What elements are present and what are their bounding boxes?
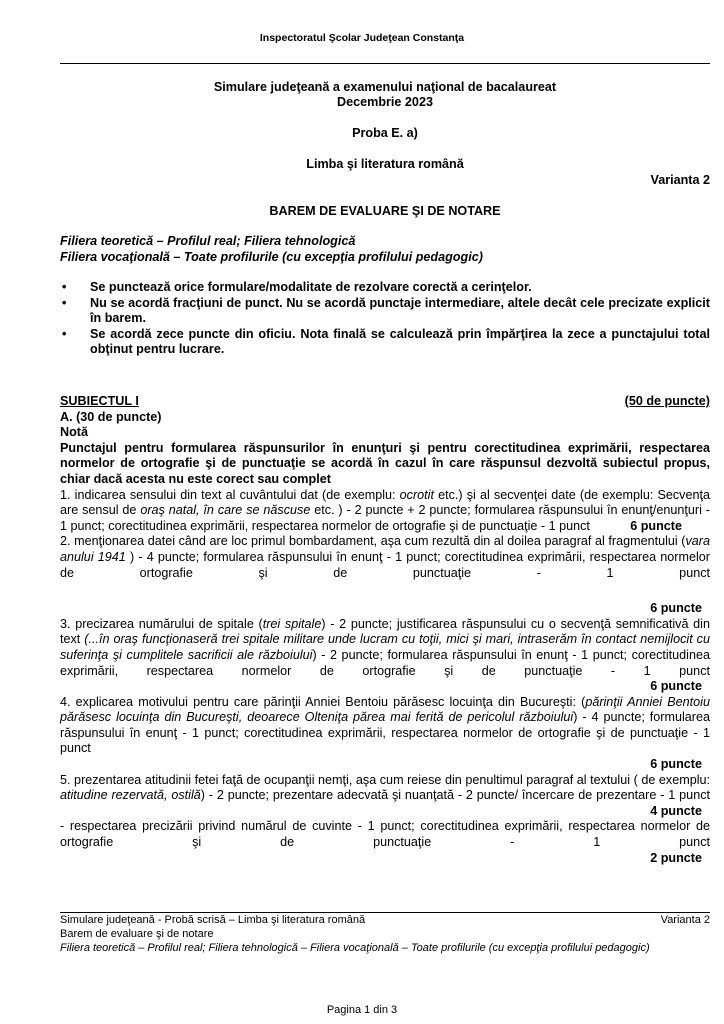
footer-title: Simulare judeţeană - Probă scrisă – Limba şi literatura română	[60, 914, 366, 926]
item-points: 4 puncte	[650, 803, 702, 818]
item-text: - respectarea precizării privind numărul de cuvinte - 1 punct; corectitudinea exprimării, respectarea normelor de ortografie şi de punctuaţie - 1 punct	[60, 819, 710, 850]
note-label: Notă	[60, 425, 88, 440]
exam-variant: Varianta 2	[650, 173, 710, 187]
item-text: ) - 2 puncte; justificarea răspunsului cu o secvenţă semnificativă din text	[60, 616, 710, 647]
item-text: 4. explicarea motivului pentru care părinţii Anniei Bentoiu părăsesc locuinţa din Bucureşti: (	[60, 694, 586, 709]
note-text: Punctajul pentru formularea răspunsurilor în enunţuri şi pentru corectitudinea exprimării, respectarea normelor de ortografie şi de punctuaţie se acordă în cazul în care răspunsul dezvoltă subiectul propus, chiar dacă acesta nu este corect sau complet	[60, 440, 710, 486]
exam-title: Simulare judeţeană a examenului naţional de bacalaureat	[213, 80, 557, 94]
footer-variant: Varianta 2	[660, 914, 710, 926]
subject-points: (50 de puncte)	[624, 394, 710, 408]
subject-title: SUBIECTUL I	[60, 394, 139, 408]
item-text: etc.) şi al secvenţei date (de exemplu: Secvenţa are sensul de	[60, 487, 710, 518]
item-text: 1. indicarea sensului din text al cuvântului dat (de exemplu:	[60, 487, 400, 502]
item-text: ) - 4 puncte; formularea răspunsului în enunţ - 1 punct; corectitudinea exprimării, respectarea normelor de ortografie şi de punctuaţie - 1 punct	[60, 710, 710, 756]
scoring-item	[60, 488, 710, 535]
rule-item: • Se punctează orice formulare/modalitate de rezolvare corectă a cerinţelor.	[60, 280, 710, 296]
item-text: (...în oraş funcţionaseră trei spitale militare unde lucram cu toţii, mici şi mari, intraserăm în contact nemijlocit cu suferinţa şi cumplitele sacrificii ale războiului	[60, 632, 710, 662]
footer-barem: Barem de evaluare şi de notare	[60, 927, 214, 940]
items-list	[60, 488, 710, 867]
filiera-line-2: Filiera vocaţională – Toate profilurile (cu excepţia profilului pedagogic)	[60, 250, 483, 264]
item-points: 6 puncte	[650, 679, 702, 694]
item-text: 5. prezentarea atitudinii fetei faţă de ocupanţii nemţi, aşa cum reiese din penultimul paragraf al textului ( de exemplu:	[60, 772, 710, 787]
rule-item: • Nu se acordă fracţiuni de punct. Nu se acordă punctaje intermediare, altele decât cele precizate explicit în barem.	[60, 296, 710, 327]
page-number: Pagina 1 din 3	[326, 1004, 398, 1016]
item-text: părinţii Anniei Bentoiu părăsesc locuinţa din Bucureşti, deoarece Olteniţa părea mai ferită de pericolul războiului	[60, 694, 710, 725]
item-points: 6 puncte	[650, 601, 702, 616]
item-text: ocrotit	[399, 487, 434, 502]
subject-section	[60, 394, 710, 866]
scoring-item	[60, 617, 710, 679]
part-heading: A. (30 de puncte)	[60, 409, 162, 424]
footer-filiera: Filiera teoretică – Profilul real; Filiera tehnologică – Filiera vocaţională – Toate profilurile (cu excepţia profilului pedagogic)	[60, 941, 650, 954]
rule-item: • Se acordă zece puncte din oficiu. Nota finală se calculează prin împărţirea la zece a punctajului total obţinut pentru lucrare.	[60, 327, 710, 358]
item-text: ) - 4 puncte; formularea răspunsului în enunţ - 1 punct; corectitudinea exprimării, respectarea normelor de ortografie şi de punctuaţie - 1 punct	[60, 549, 710, 580]
item-points: 6 puncte	[630, 518, 682, 533]
institution-header: Inspectoratul Şcolar Judeţean Constanţa	[259, 32, 465, 44]
exam-subject: Limba şi literatura română	[306, 157, 464, 171]
item-points: 6 puncte	[650, 757, 702, 772]
item-text: trei spitale	[262, 616, 322, 631]
item-text: 3. precizarea numărului de spitale (	[60, 616, 263, 631]
item-text: ) - 2 puncte; prezentare adecvată şi nuanţată - 2 puncte/ încercare de prezentare - 1 punct	[200, 788, 710, 803]
exam-proba: Proba E. a)	[352, 126, 418, 140]
item-text: etc. ) - 2 puncte + 2 puncte; formularea răspunsului în enunţ/enunţuri - 1 punct; corectitudinea exprimării, respectarea normelor de ortografie şi de punctuaţie - 1 punct	[60, 503, 710, 533]
subject-heading	[60, 394, 710, 410]
filiera-line-1: Filiera teoretică – Profilul real; Filiera tehnologică	[60, 234, 356, 248]
scoring-item	[60, 695, 710, 757]
item-text: atitudine rezervată, ostilă	[60, 788, 201, 803]
item-text: 2. menţionarea datei când are loc primul bombardament, aşa cum rezultă din al doilea paragraf al fragmentului (	[60, 534, 686, 549]
rules-list	[60, 280, 710, 358]
header-divider	[60, 63, 710, 64]
item-text: ) - 2 puncte; formularea răspunsului în enunţ - 1 punct; corectitudinea exprimării, respectarea normelor de ortografie şi de punctuaţie - 1 punct	[60, 647, 710, 678]
scoring-item	[60, 773, 710, 804]
footer	[60, 914, 710, 955]
item-points: 2 puncte	[650, 850, 702, 865]
barem-title: BAREM DE EVALUARE ŞI DE NOTARE	[269, 204, 501, 218]
item-text: oraş natal, în care se născuse	[140, 503, 311, 518]
footer-divider	[60, 912, 710, 913]
scoring-item	[60, 534, 710, 581]
item-text: vara anului 1941	[60, 534, 710, 564]
exam-date: Decembrie 2023	[337, 95, 433, 109]
scoring-item	[60, 819, 710, 850]
